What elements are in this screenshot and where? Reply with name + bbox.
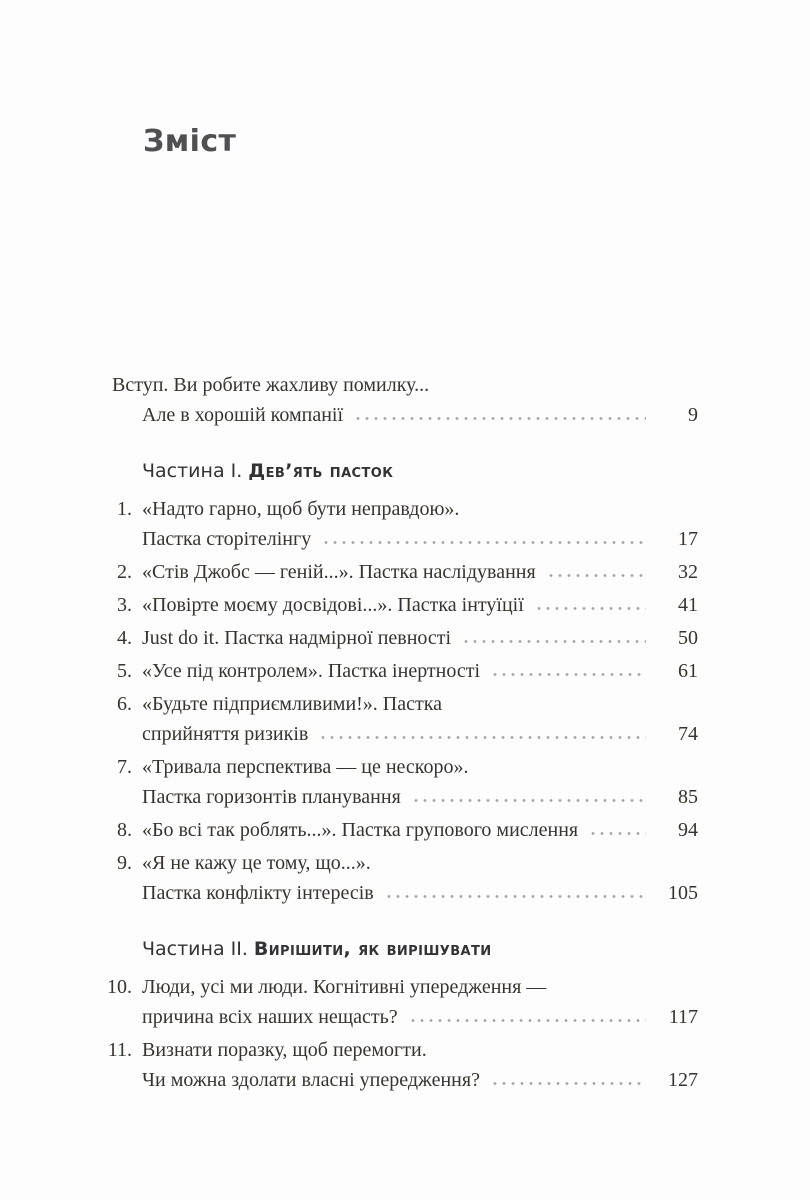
page-number: 85 (678, 786, 698, 808)
toc-line (104, 1035, 698, 1065)
toc-entry (104, 848, 698, 908)
entry-text: Визнати поразку, щоб перемогти. (142, 1039, 427, 1061)
dot-leader (324, 540, 646, 545)
page-number: 41 (678, 594, 698, 616)
page-number: 117 (668, 1006, 698, 1028)
page-number: 61 (678, 660, 698, 682)
entry-text: «Тривала перспектива — це нескоро». (142, 756, 469, 778)
toc-entry (104, 623, 698, 653)
entry-number: 2. (117, 561, 132, 583)
entry-text: «Бо всі так роблять...». Пастка групового мислення (142, 819, 579, 841)
entry-text: Пастка горизонтів планування (142, 786, 401, 808)
entry-text: «Усе під контролем». Пастка інертності (142, 660, 481, 682)
toc-line (104, 752, 698, 782)
entry-text: сприйняття ризиків (142, 723, 309, 745)
entry-text: Але в хорошій компанії (142, 404, 344, 426)
dot-leader (493, 672, 646, 677)
entry-number: 11. (107, 1039, 132, 1061)
toc-line (104, 719, 698, 749)
toc-line (104, 689, 698, 719)
dot-leader (411, 1018, 646, 1023)
entry-number: 3. (117, 594, 132, 616)
entry-text: «Стів Джобс — геній...». Пастка наслідування (142, 561, 536, 583)
toc-line (104, 370, 698, 400)
part-heading-title: Вирішити, як вирішувати (253, 938, 492, 960)
toc-line (104, 557, 698, 587)
entry-number: 1. (117, 498, 132, 520)
part-heading-title: Дев’ять пасток (248, 460, 394, 482)
toc-line (104, 815, 698, 845)
toc-entry (104, 815, 698, 845)
page-number: 105 (668, 882, 698, 904)
part-heading-prefix: Частина ІІ. (142, 938, 248, 960)
page-number: 9 (688, 404, 698, 426)
entry-text: Пастка сторітелінгу (142, 528, 312, 550)
toc-entry (104, 972, 698, 1032)
toc-line (104, 878, 698, 908)
entry-text: «Повірте моєму досвідові...». Пастка інтуїції (142, 594, 524, 616)
toc-line (104, 972, 698, 1002)
entry-text: «Я не кажу це тому, що...». (142, 852, 371, 874)
part-heading (104, 934, 698, 964)
toc-line (104, 400, 698, 430)
page-title: Зміст (143, 124, 237, 159)
entry-number: 8. (117, 819, 132, 841)
toc-line (104, 656, 698, 686)
entry-text: Чи можна здолати власні упередження? (142, 1069, 480, 1091)
entry-text: Just do it. Пастка надмірної певності (142, 627, 452, 649)
dot-leader (464, 639, 646, 644)
entry-text: Люди, усі ми люди. Когнітивні упередження — (142, 976, 547, 998)
entry-number: 5. (117, 660, 132, 682)
dot-leader (356, 416, 646, 421)
page-number: 127 (668, 1069, 698, 1091)
page-number: 94 (678, 819, 698, 841)
toc-entry (104, 370, 698, 430)
toc-line (104, 494, 698, 524)
toc-line (104, 1002, 698, 1032)
page-number: 50 (678, 627, 698, 649)
toc-line (104, 623, 698, 653)
entry-text: «Надто гарно, щоб бути неправдою». (142, 498, 460, 520)
entry-number: 9. (117, 852, 132, 874)
toc-entry (104, 590, 698, 620)
toc-line (104, 848, 698, 878)
toc-entry (104, 656, 698, 686)
entry-text: Пастка конфлікту інтересів (142, 882, 374, 904)
table-of-contents (0, 370, 698, 1095)
page-number: 17 (678, 528, 698, 550)
entry-text: Вступ. Ви робите жахливу помилку... (112, 374, 430, 396)
entry-text: «Будьте підприємливими!». Пастка (142, 693, 443, 715)
dot-leader (321, 735, 646, 740)
part-heading (104, 456, 698, 486)
entry-number: 6. (117, 693, 132, 715)
dot-leader (537, 606, 646, 611)
dot-leader (549, 573, 646, 578)
part-heading-prefix: Частина І. (142, 460, 243, 482)
page-number: 74 (678, 723, 698, 745)
entry-number: 4. (117, 627, 132, 649)
toc-entry (104, 1035, 698, 1095)
dot-leader (414, 798, 646, 803)
entry-text: причина всіх наших нещасть? (142, 1006, 398, 1028)
dot-leader (387, 894, 646, 899)
toc-entry (104, 689, 698, 749)
entry-number: 7. (117, 756, 132, 778)
dot-leader (591, 831, 646, 836)
toc-entry (104, 557, 698, 587)
page-number: 32 (678, 561, 698, 583)
toc-line (104, 590, 698, 620)
toc-line (104, 1065, 698, 1095)
toc-line (104, 782, 698, 812)
toc-line (104, 524, 698, 554)
toc-entry (104, 494, 698, 554)
entry-number: 10. (107, 976, 132, 998)
toc-entry (104, 752, 698, 812)
dot-leader (493, 1081, 646, 1086)
